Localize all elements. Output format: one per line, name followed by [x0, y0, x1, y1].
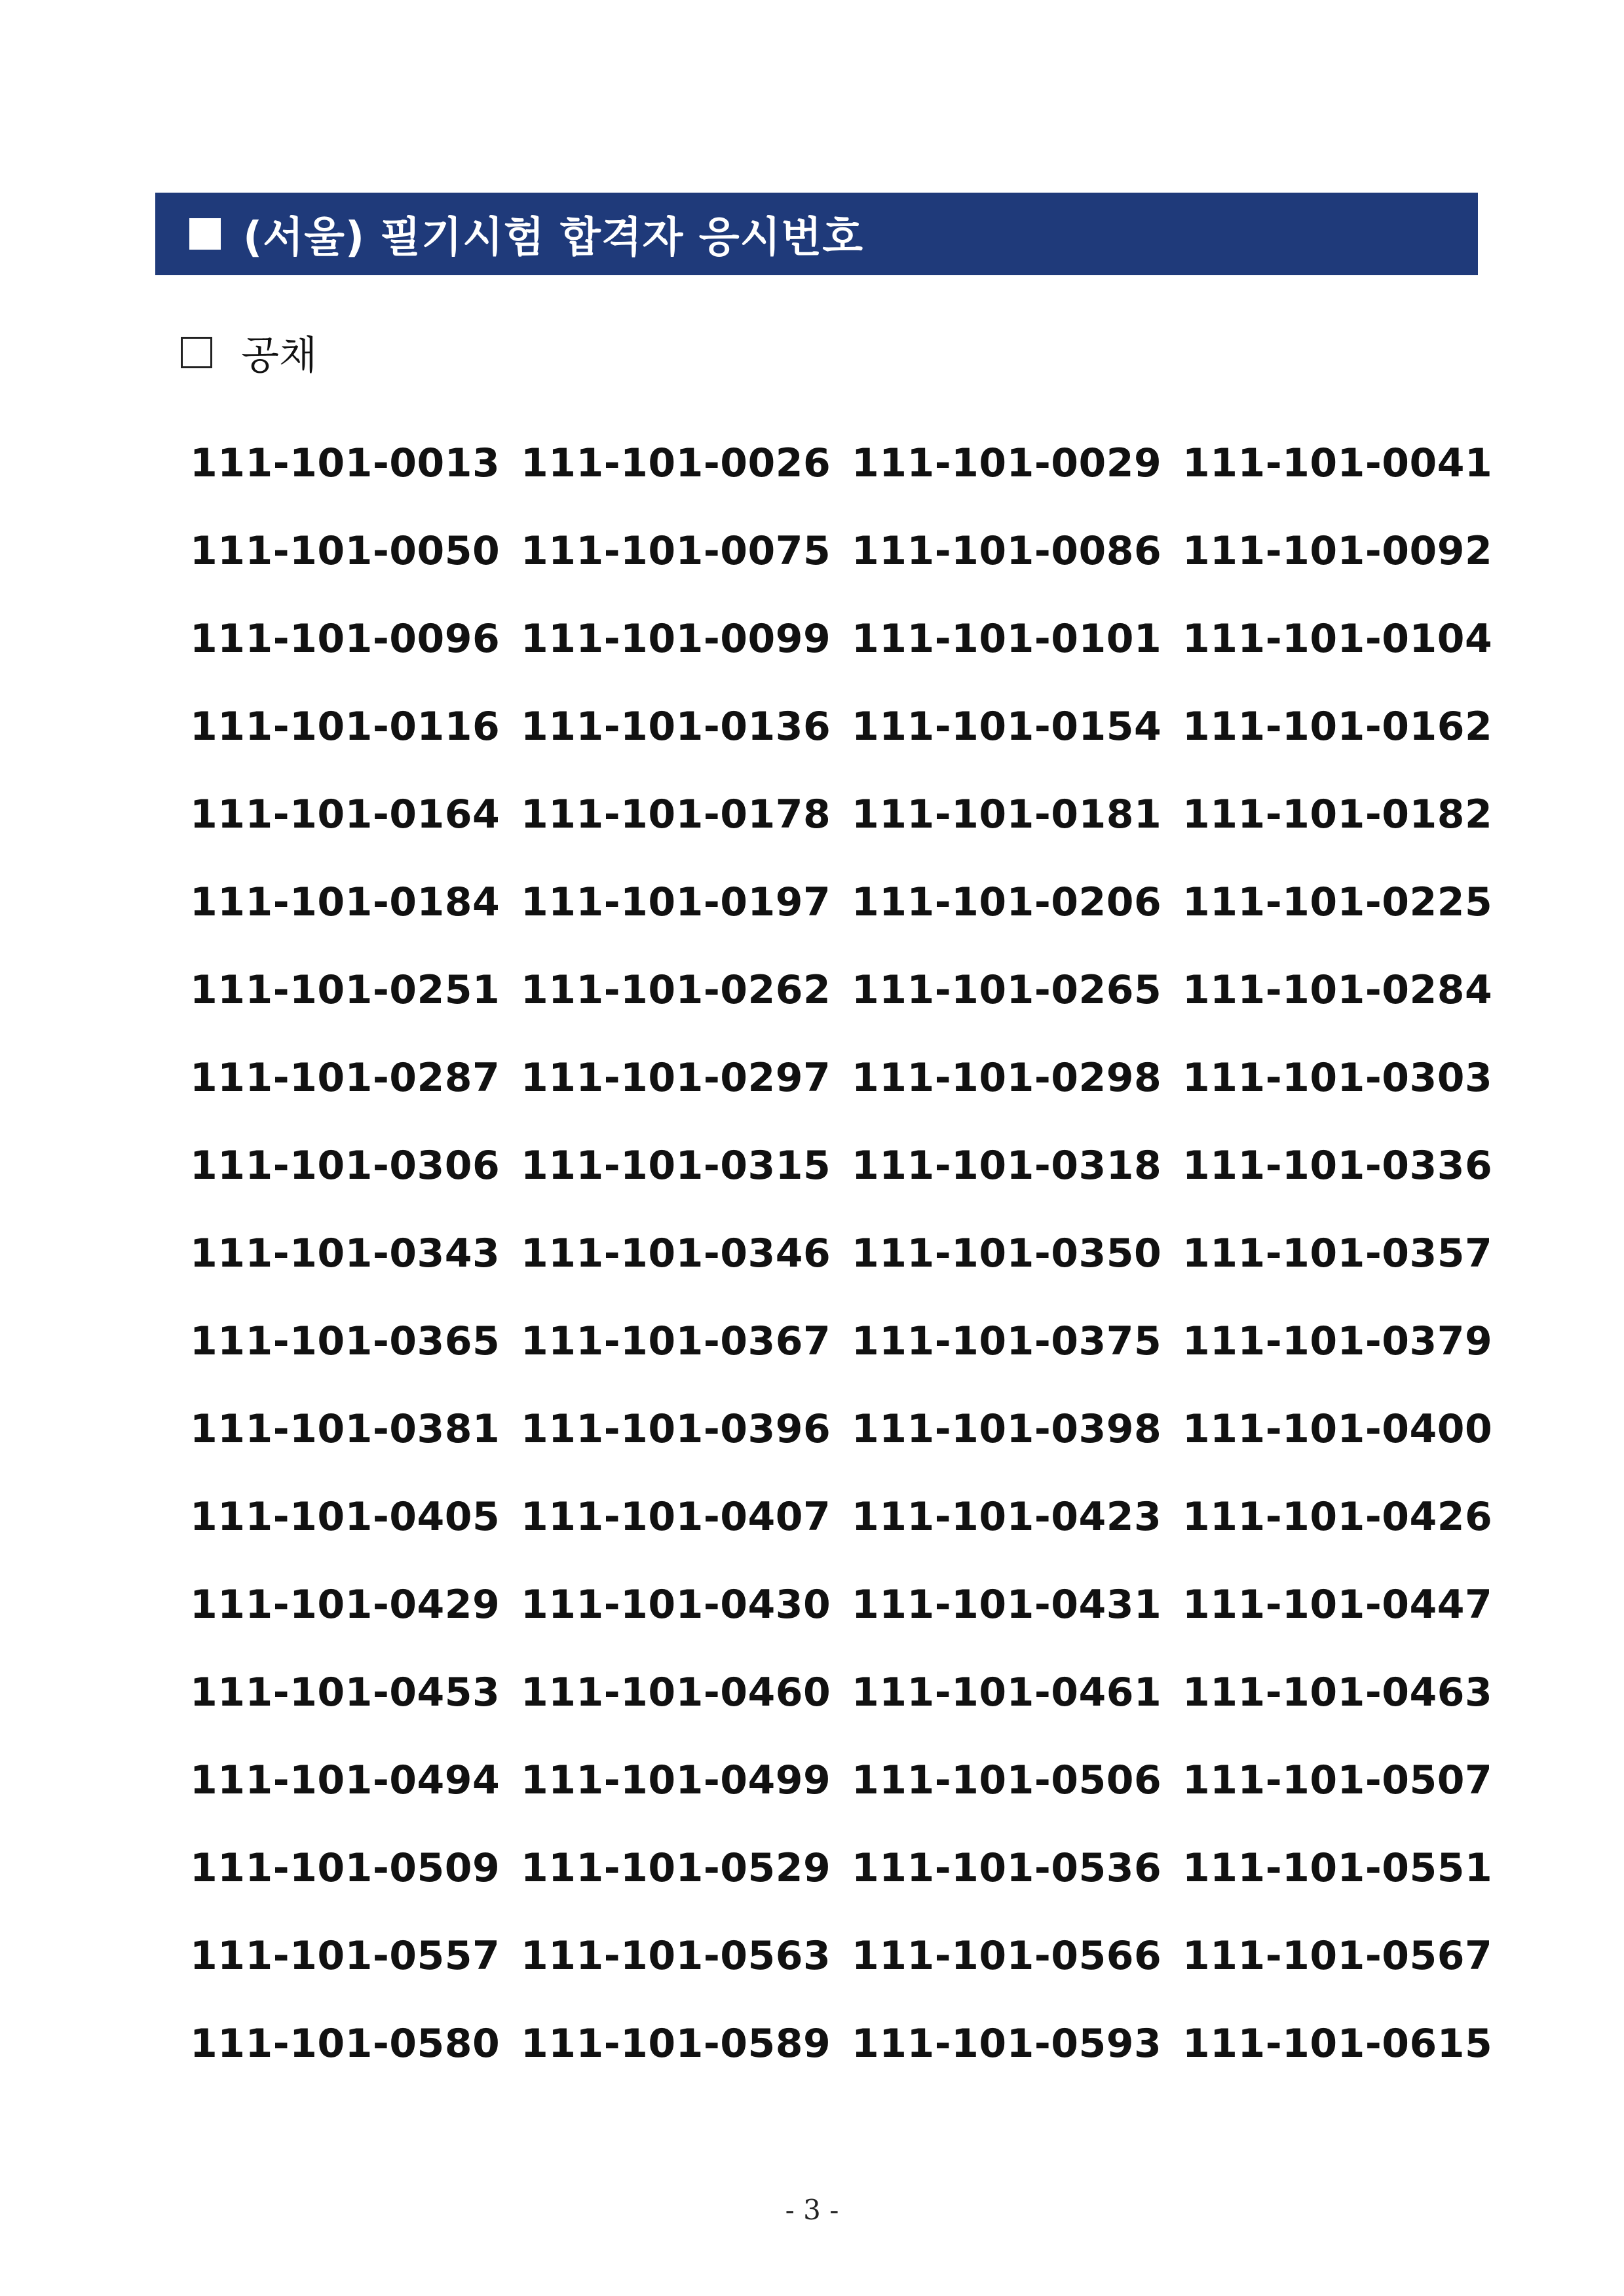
page-number: - 3 - — [785, 2194, 839, 2226]
exam-number: 111-101-0026 — [521, 440, 831, 486]
exam-number: 111-101-0400 — [1182, 1406, 1493, 1452]
exam-number: 111-101-0336 — [1182, 1143, 1493, 1189]
exam-number: 111-101-0181 — [852, 792, 1162, 837]
exam-number: 111-101-0343 — [190, 1231, 500, 1276]
exam-number: 111-101-0447 — [1182, 1582, 1493, 1628]
exam-number: 111-101-0429 — [190, 1582, 500, 1628]
exam-number: 111-101-0350 — [852, 1231, 1162, 1276]
exam-number: 111-101-0099 — [521, 616, 831, 662]
exam-number: 111-101-0463 — [1182, 1670, 1493, 1715]
exam-number: 111-101-0096 — [190, 616, 500, 662]
exam-number: 111-101-0431 — [852, 1582, 1162, 1628]
exam-number-grid — [190, 419, 1500, 2088]
exam-number: 111-101-0566 — [852, 1933, 1162, 1979]
exam-number: 111-101-0298 — [852, 1055, 1162, 1101]
subsection-label: 공채 — [241, 333, 317, 379]
exam-number: 111-101-0013 — [190, 440, 500, 486]
exam-number: 111-101-0423 — [852, 1494, 1162, 1540]
exam-number: 111-101-0041 — [1182, 440, 1493, 486]
exam-number: 111-101-0178 — [521, 792, 831, 837]
exam-number: 111-101-0287 — [190, 1055, 500, 1101]
exam-number: 111-101-0593 — [852, 2021, 1162, 2067]
exam-number: 111-101-0580 — [190, 2021, 500, 2067]
exam-number: 111-101-0092 — [1182, 528, 1493, 574]
exam-number: 111-101-0164 — [190, 792, 500, 837]
exam-number: 111-101-0407 — [521, 1494, 831, 1540]
exam-number: 111-101-0396 — [521, 1406, 831, 1452]
exam-number: 111-101-0365 — [190, 1318, 500, 1364]
exam-number: 111-101-0318 — [852, 1143, 1162, 1189]
exam-number: 111-101-0499 — [521, 1757, 831, 1803]
exam-number: 111-101-0405 — [190, 1494, 500, 1540]
exam-number: 111-101-0509 — [190, 1845, 500, 1891]
exam-number: 111-101-0225 — [1182, 879, 1493, 925]
exam-number: 111-101-0101 — [852, 616, 1162, 662]
exam-number: 111-101-0306 — [190, 1143, 500, 1189]
exam-number: 111-101-0086 — [852, 528, 1162, 574]
exam-number: 111-101-0303 — [1182, 1055, 1493, 1101]
exam-number: 111-101-0162 — [1182, 704, 1493, 750]
exam-number: 111-101-0206 — [852, 879, 1162, 925]
exam-number: 111-101-0563 — [521, 1933, 831, 1979]
exam-number: 111-101-0426 — [1182, 1494, 1493, 1540]
exam-number: 111-101-0184 — [190, 879, 500, 925]
section-header-bar — [155, 193, 1478, 275]
exam-number: 111-101-0567 — [1182, 1933, 1493, 1979]
exam-number: 111-101-0536 — [852, 1845, 1162, 1891]
exam-number: 111-101-0551 — [1182, 1845, 1493, 1891]
exam-number: 111-101-0315 — [521, 1143, 831, 1189]
exam-number: 111-101-0557 — [190, 1933, 500, 1979]
exam-number: 111-101-0615 — [1182, 2021, 1493, 2067]
exam-number: 111-101-0297 — [521, 1055, 831, 1101]
exam-number: 111-101-0367 — [521, 1318, 831, 1364]
exam-number: 111-101-0075 — [521, 528, 831, 574]
exam-number: 111-101-0375 — [852, 1318, 1162, 1364]
page-title: (서울) 필기시험 합격자 응시번호 — [243, 214, 864, 262]
exam-number: 111-101-0265 — [852, 967, 1162, 1013]
exam-number: 111-101-0381 — [190, 1406, 500, 1452]
exam-number: 111-101-0529 — [521, 1845, 831, 1891]
subsection-heading — [181, 326, 317, 379]
exam-number: 111-101-0494 — [190, 1757, 500, 1803]
square-bullet-icon — [189, 218, 221, 250]
exam-number: 111-101-0197 — [521, 879, 831, 925]
empty-box-icon — [181, 337, 212, 368]
exam-number: 111-101-0589 — [521, 2021, 831, 2067]
exam-number: 111-101-0251 — [190, 967, 500, 1013]
exam-number: 111-101-0154 — [852, 704, 1162, 750]
exam-number: 111-101-0507 — [1182, 1757, 1493, 1803]
exam-number: 111-101-0262 — [521, 967, 831, 1013]
exam-number: 111-101-0029 — [852, 440, 1162, 486]
exam-number: 111-101-0430 — [521, 1582, 831, 1628]
exam-number: 111-101-0346 — [521, 1231, 831, 1276]
exam-number: 111-101-0116 — [190, 704, 500, 750]
exam-number: 111-101-0379 — [1182, 1318, 1493, 1364]
exam-number: 111-101-0104 — [1182, 616, 1493, 662]
exam-number: 111-101-0284 — [1182, 967, 1493, 1013]
exam-number: 111-101-0506 — [852, 1757, 1162, 1803]
exam-number: 111-101-0182 — [1182, 792, 1493, 837]
exam-number: 111-101-0136 — [521, 704, 831, 750]
exam-number: 111-101-0453 — [190, 1670, 500, 1715]
exam-number: 111-101-0357 — [1182, 1231, 1493, 1276]
exam-number: 111-101-0398 — [852, 1406, 1162, 1452]
exam-number: 111-101-0461 — [852, 1670, 1162, 1715]
exam-number: 111-101-0460 — [521, 1670, 831, 1715]
exam-number: 111-101-0050 — [190, 528, 500, 574]
